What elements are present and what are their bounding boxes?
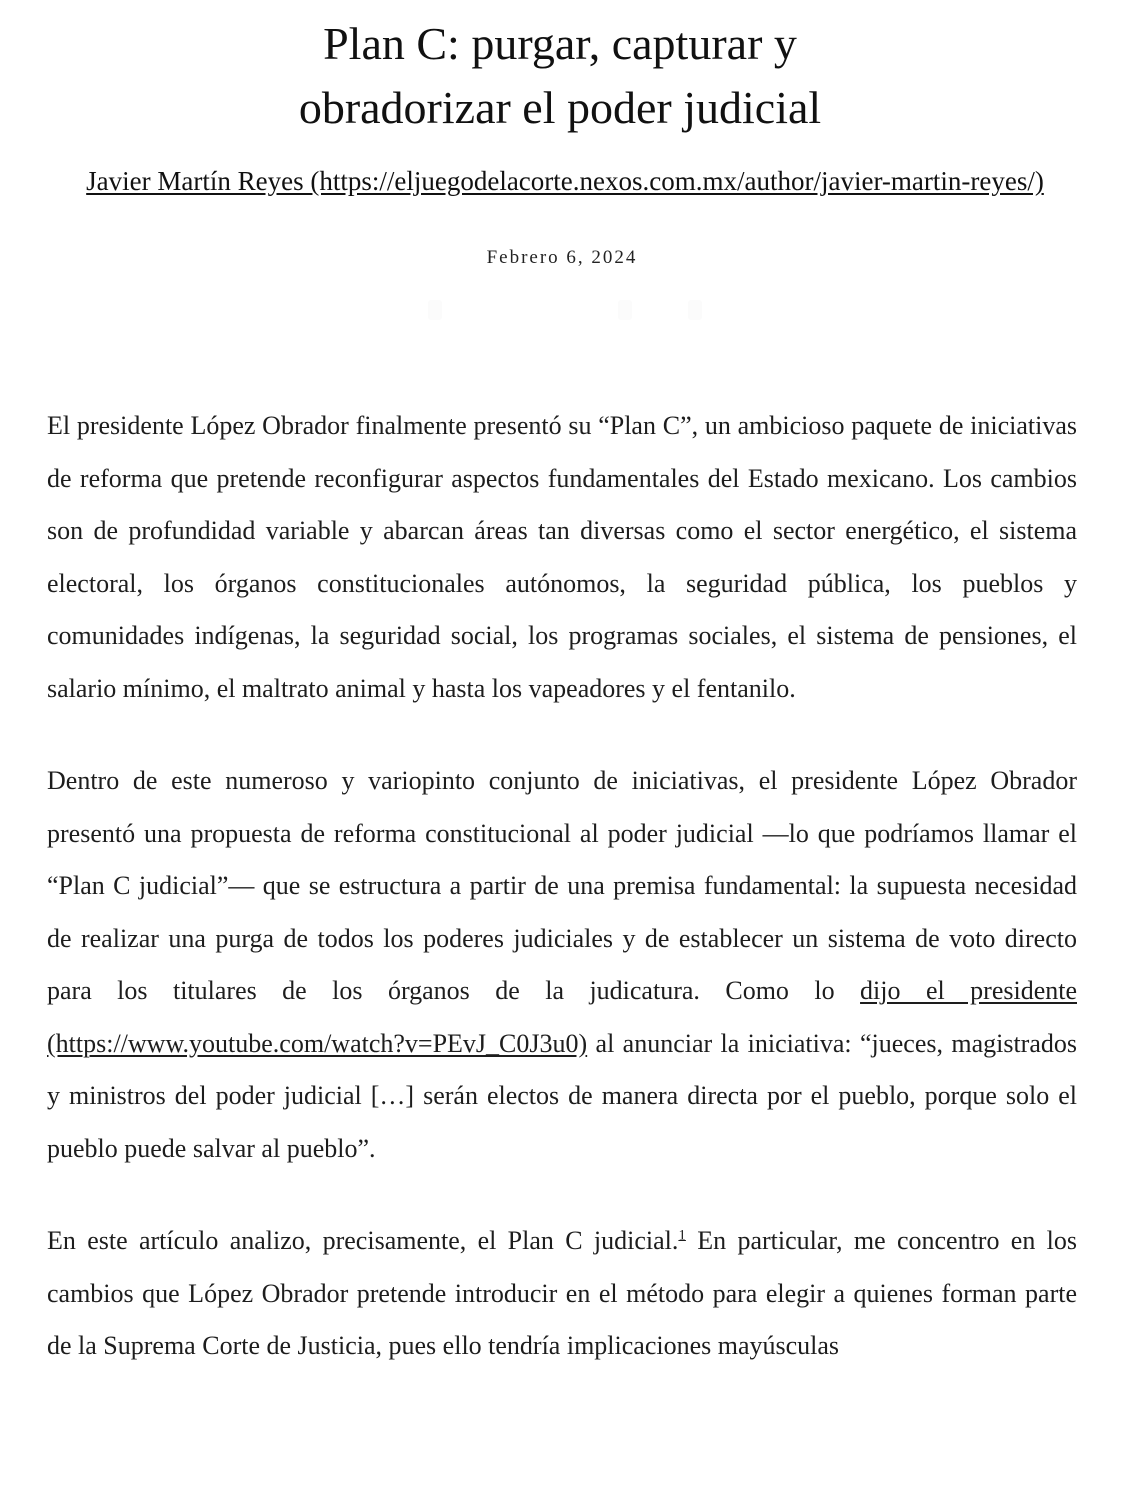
article-title-line-2: obradorizar el poder judicial	[298, 82, 822, 133]
paragraph-2-text-b: al anunciar la iniciativa: “jueces, magistrados y ministros del poder judicial […] serán electos de manera directa por el pueblo, porque solo el pueblo puede salvar al pueblo”.	[47, 1028, 1077, 1163]
footnote-link[interactable]: 1	[678, 1227, 686, 1244]
share-icons-row	[420, 300, 710, 330]
paragraph-2-text-a: Dentro de este numeroso y variopinto conjunto de iniciativas, el presidente López Obrador presentó una propuesta de reforma constitucional al poder judicial —lo que podríamos llamar el “Plan C judicial”— que se estructura a partir de una premisa fundamental: la supuesta necesidad de realizar una purga de todos los poderes judiciales y de establecer un sistema de voto directo para los titulares de los órganos de la judicatura. Como lo	[47, 766, 1077, 1005]
youtube-link[interactable]: dijo el presidente (https://www.youtube.com/watch?v=PEvJ_C0J3u0)	[47, 976, 1077, 1058]
paragraph-2	[47, 755, 1077, 1175]
article-body	[47, 400, 1077, 1413]
publish-date: Febrero 6, 2024	[486, 247, 638, 268]
paragraph-3	[47, 1215, 1077, 1373]
paragraph-3-text-b: En particular, me concentro en los cambios que López Obrador pretende introducir en el método para elegir a quienes forman parte de la Suprema Corte de Justicia, pues ello tendría implicaciones mayúsculas	[47, 1226, 1077, 1360]
author-link[interactable]: Javier Martín Reyes (https://eljuegodelacorte.nexos.com.mx/author/javier-martin-reyes/)	[86, 166, 1044, 196]
article-title	[0, 12, 1120, 140]
share-icon[interactable]	[428, 300, 442, 320]
share-icon[interactable]	[688, 300, 702, 320]
share-icon[interactable]	[618, 300, 632, 320]
article-title-line-1: Plan C: purgar, capturar y	[323, 18, 797, 69]
paragraph-1: El presidente López Obrador finalmente presentó su “Plan C”, un ambicioso paquete de iniciativas de reforma que pretende reconfigurar aspectos fundamentales del Estado mexicano. Los cambios son de profundidad variable y abarcan áreas tan diversas como el sector energético, el sistema electoral, los órganos constitucionales autónomos, la seguridad pública, los pueblos y comunidades indígenas, la seguridad social, los programas sociales, el sistema de pensiones, el salario mínimo, el maltrato animal y hasta los vapeadores y el fentanilo.	[47, 411, 1077, 703]
paragraph-3-text-a: En este artículo analizo, precisamente, el Plan C judicial.	[47, 1226, 679, 1255]
